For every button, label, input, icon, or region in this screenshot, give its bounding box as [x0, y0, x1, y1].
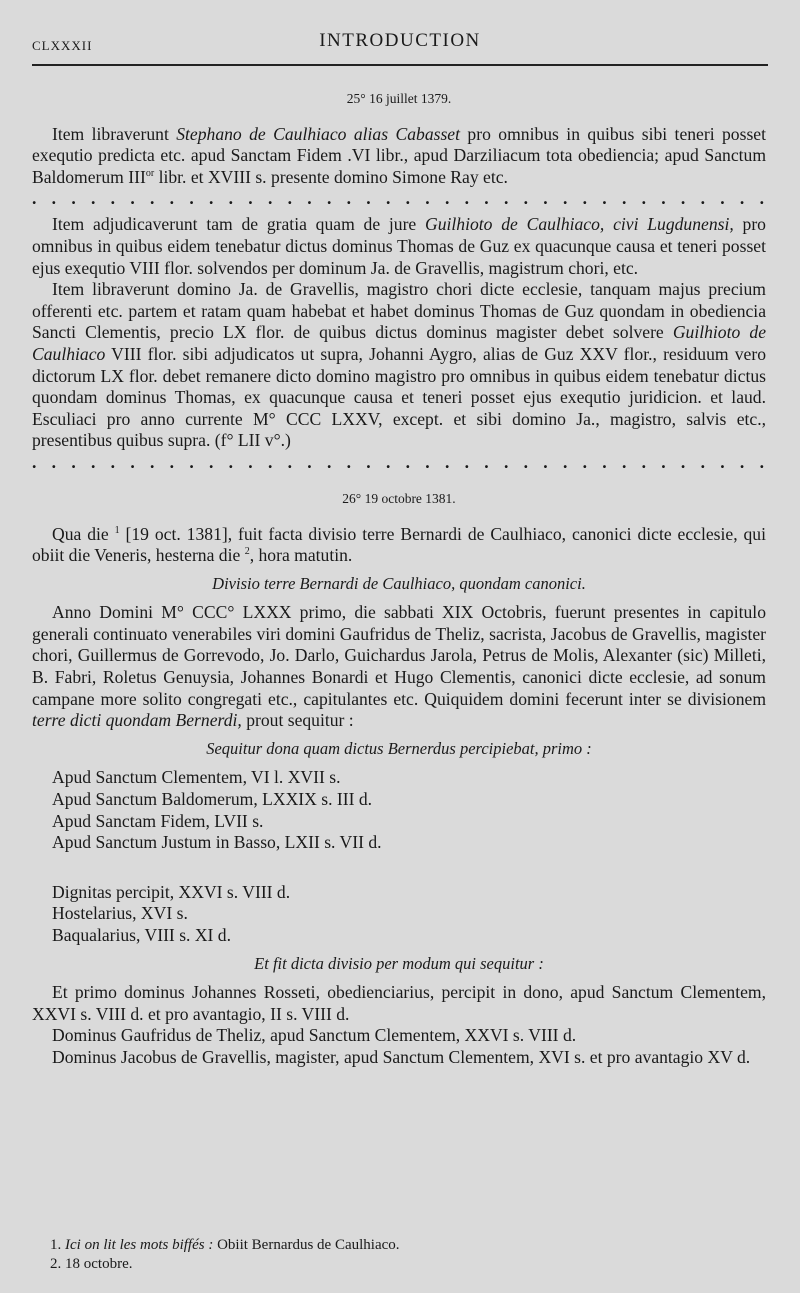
list-item: Dignitas percipit, XXVI s. VIII d.	[52, 881, 291, 902]
list-item: Baqualarius, VIII s. XI d.	[52, 925, 231, 945]
entry-date: 26° 19 octobre 1381.	[342, 490, 456, 506]
italic-text: Stephano de Caulhiaco alias Cabasset	[176, 123, 461, 144]
paragraph	[32, 124, 766, 189]
italic-text: terre dicti quondam Bernerdi,	[32, 710, 242, 731]
paragraph: Dominus Jacobus de Gravellis, magister, apud Sanctum Clementem, XVI s. et pro avantagio XV d.	[52, 1046, 751, 1067]
paragraph	[32, 279, 766, 452]
italic-text: Ici on lit les mots biffés :	[65, 1237, 214, 1253]
footnote-ref: 2	[244, 546, 250, 558]
footnote-text: Obiit Bernardus de Caulhiaco.	[213, 1237, 400, 1253]
text: VIII flor. sibi adjudicatos ut supra, Johanni Aygro, alias de Guz XXV flor., residuum vero dictorum LX flor. debet remanere dicto domino magistro pro omnibus in quibus eidem tenebatur dictus quondam dominus Thomas, ex quacunque causa et teneri posset ejus exequtio juridicion. et laud. Esculiaci pro anno currente M° CCC LXXV, except. et sibi domino Ja., magistro, salvis etc., presentibus quibus supra. (f° LII v°.)	[32, 343, 766, 451]
dignitas-list	[32, 882, 766, 947]
footnote-ref: 1	[114, 524, 120, 536]
running-title: INTRODUCTION	[319, 30, 481, 51]
footnote-number: 1.	[50, 1237, 62, 1253]
paragraph	[32, 214, 766, 279]
main-text	[32, 88, 766, 1069]
list-item: Apud Sanctum Clementem, VI l. XVII s.	[52, 767, 341, 788]
text: Item libraverunt domino Ja. de Gravellis, magistro chori dicte ecclesie, tanquam majus precium offerenti etc. partem et ratam quam habebat et habet dominus Thomas de Guz quondam in obediencia Sancti Clementis, precio LX flor. de quibus dictus dominus magister debet solvere	[32, 279, 766, 343]
italic-text: Guilhioto de Caulhiaco, civi Lugdunensi,	[425, 214, 734, 235]
footnote-2: 2. 18 octobre.	[50, 1256, 133, 1272]
italic-text: Guilhioto de Caulhiaco	[32, 322, 766, 364]
paragraph: Et primo dominus Johannes Rosseti, obedienciarius, percipit in dono, apud Sanctum Clementem, XXVI s. VIII d. et pro avantagio, II s. VIII d.	[32, 982, 766, 1024]
text: Qua die	[52, 523, 115, 544]
section-heading: Divisio terre Bernardi de Caulhiaco, quondam canonici.	[212, 573, 586, 593]
page-number: CLXXXII	[32, 38, 93, 53]
text: pro omnibus in quibus sibi teneri posset exequtio predicta etc. apud Sanctam Fidem .VI libr., apud Darziliacum tota obediencia; apud Sanctum Baldomerum III	[32, 123, 766, 187]
text: libr. et XVIII s. presente domino Simone Ray etc.	[154, 166, 508, 187]
entry-date: 25° 16 juillet 1379.	[346, 91, 452, 106]
dona-list	[32, 767, 766, 853]
list-item: Apud Sanctam Fidem, LVII s.	[52, 810, 264, 831]
text: pro omnibus in quibus eidem tenebatur dictus dominus Thomas de Guz ex quacunque causa et teneri posset ejus exequtio VIII flor. solvendos per dominum Ja. de Gravellis, magistrum chori, etc.	[32, 214, 766, 278]
text: , hora matutin.	[249, 545, 353, 566]
text: Item adjudicaverunt tam de gratia quam de jure	[52, 214, 426, 235]
superscript: or	[145, 167, 155, 179]
paragraph	[32, 602, 766, 732]
footnote-1	[50, 1236, 766, 1255]
list-item: Hostelarius, XVI s.	[52, 903, 188, 924]
text: [19 oct. 1381], fuit facta divisio terre Bernardi de Caulhiaco, canonici dicte ecclesie, qui obiit die Veneris, hesterna die	[32, 523, 766, 566]
section-heading: Sequitur dona quam dictus Bernerdus percipiebat, primo :	[206, 738, 592, 758]
text: Item libraverunt	[52, 123, 177, 144]
list-item: Apud Sanctum Baldomerum, LXXIX s. III d.	[52, 789, 373, 810]
list-item: Apud Sanctum Justum in Basso, LXII s. VII d.	[52, 832, 382, 853]
paragraph: Dominus Gaufridus de Theliz, apud Sanctum Clementem, XXVI s. VIII d.	[52, 1025, 577, 1046]
page-header	[32, 28, 768, 58]
header-rule	[32, 64, 768, 66]
ellipsis-row: . . . . . . . . . . . . . . . . . . . . . . . . . . . . . . . . . . . . . .	[32, 188, 766, 209]
paragraph	[32, 524, 766, 567]
section-heading: Et fit dicta divisio per modum qui sequitur :	[254, 953, 544, 973]
ellipsis-row: . . . . . . . . . . . . . . . . . . . . . . . . . . . . . . . . . . . . . .	[32, 451, 766, 472]
text: prout sequitur :	[241, 710, 354, 731]
text: Anno Domini M° CCC° LXXX primo, die sabbati XIX Octobris, fuerunt presentes in capitulo generali continuato venerabiles viri domini Gaufridus de Theliz, sacrista, Jacobus de Gravellis, magister chori, Guillermus de Gorrevodo, Jo. Darlo, Guichardus Jarola, Petrus de Molis, Alexanter (sic) Milleti, B. Fabri, Roletus Genuysia, Johannes Bonardi et Hugo Clementis, canonici dicte ecclesie, ad sonum campane more solito congregati etc., capitulantes etc. Quiquidem domini fecerunt inter se divisionem	[32, 602, 766, 709]
footnotes	[50, 1236, 766, 1274]
